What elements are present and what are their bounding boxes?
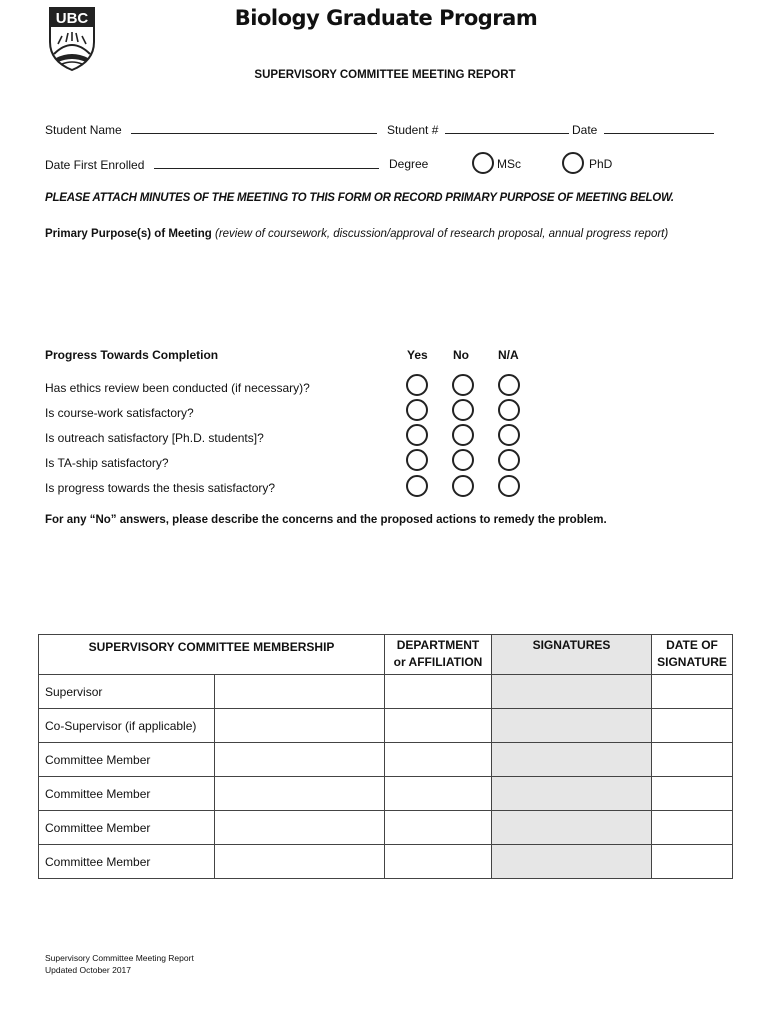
degree-msc-radio[interactable] bbox=[472, 152, 494, 174]
header-department: DEPARTMENT or AFFILIATION bbox=[385, 635, 492, 675]
progress-heading: Progress Towards Completion bbox=[45, 348, 219, 362]
footer-line-1: Supervisory Committee Meeting Report bbox=[45, 953, 194, 963]
member-name-cell[interactable] bbox=[215, 709, 385, 743]
concerns-area[interactable] bbox=[45, 535, 725, 625]
date-first-enrolled-field[interactable] bbox=[45, 157, 379, 172]
question-coursework: Is course-work satisfactory? bbox=[45, 406, 194, 420]
date-field[interactable] bbox=[572, 122, 714, 137]
col-yes: Yes bbox=[407, 348, 428, 362]
header-signatures: SIGNATURES bbox=[492, 635, 652, 675]
concerns-note: For any “No” answers, please describe the concerns and the proposed actions to remedy the problem. bbox=[45, 514, 607, 526]
question-outreach: Is outreach satisfactory [Ph.D. students]? bbox=[45, 431, 264, 445]
date-cell[interactable] bbox=[652, 777, 733, 811]
date-label: Date bbox=[572, 123, 598, 137]
table-row bbox=[39, 777, 733, 811]
student-number-label: Student # bbox=[387, 123, 439, 137]
ethics-no-radio[interactable] bbox=[452, 374, 474, 396]
outreach-na-radio[interactable] bbox=[498, 424, 520, 446]
program-title: Biology Graduate Program bbox=[234, 6, 538, 30]
date-cell[interactable] bbox=[652, 743, 733, 777]
date-cell[interactable] bbox=[652, 811, 733, 845]
member-name-cell[interactable] bbox=[215, 845, 385, 879]
report-title: SUPERVISORY COMMITTEE MEETING REPORT bbox=[254, 69, 516, 81]
ta-ship-yes-radio[interactable] bbox=[406, 449, 428, 471]
member-name-cell[interactable] bbox=[215, 811, 385, 845]
date-line[interactable] bbox=[604, 122, 714, 134]
primary-purpose-line bbox=[45, 228, 668, 240]
thesis-na-radio[interactable] bbox=[498, 475, 520, 497]
date-cell[interactable] bbox=[652, 675, 733, 709]
table-row bbox=[39, 709, 733, 743]
signature-cell[interactable] bbox=[492, 709, 652, 743]
role-cell: Committee Member bbox=[39, 845, 215, 879]
degree-msc-label: MSc bbox=[497, 157, 521, 171]
header-membership: SUPERVISORY COMMITTEE MEMBERSHIP bbox=[39, 635, 385, 675]
table-row bbox=[39, 743, 733, 777]
question-ta-ship: Is TA-ship satisfactory? bbox=[45, 456, 169, 470]
coursework-yes-radio[interactable] bbox=[406, 399, 428, 421]
thesis-no-radio[interactable] bbox=[452, 475, 474, 497]
outreach-yes-radio[interactable] bbox=[406, 424, 428, 446]
signature-cell[interactable] bbox=[492, 811, 652, 845]
signature-cell[interactable] bbox=[492, 845, 652, 879]
date-first-enrolled-line[interactable] bbox=[154, 157, 379, 169]
department-cell[interactable] bbox=[385, 743, 492, 777]
ta-ship-na-radio[interactable] bbox=[498, 449, 520, 471]
department-cell[interactable] bbox=[385, 777, 492, 811]
student-number-line[interactable] bbox=[445, 122, 569, 134]
student-name-line[interactable] bbox=[131, 122, 377, 134]
degree-label: Degree bbox=[389, 157, 429, 171]
footer bbox=[45, 952, 194, 976]
signature-cell[interactable] bbox=[492, 743, 652, 777]
table-row bbox=[39, 675, 733, 709]
outreach-no-radio[interactable] bbox=[452, 424, 474, 446]
department-cell[interactable] bbox=[385, 845, 492, 879]
primary-purpose-area[interactable] bbox=[45, 250, 725, 330]
footer-line-2: Updated October 2017 bbox=[45, 965, 132, 975]
date-cell[interactable] bbox=[652, 709, 733, 743]
role-cell: Committee Member bbox=[39, 777, 215, 811]
department-cell[interactable] bbox=[385, 811, 492, 845]
header-date: DATE OF SIGNATURE bbox=[652, 635, 733, 675]
col-na: N/A bbox=[498, 348, 519, 362]
coursework-no-radio[interactable] bbox=[452, 399, 474, 421]
logo-text: UBC bbox=[55, 10, 89, 27]
primary-purpose-label: Primary Purpose(s) of Meeting bbox=[45, 228, 212, 240]
ethics-yes-radio[interactable] bbox=[406, 374, 428, 396]
department-cell[interactable] bbox=[385, 675, 492, 709]
date-first-enrolled-label: Date First Enrolled bbox=[45, 158, 145, 172]
table-row bbox=[39, 845, 733, 879]
ta-ship-no-radio[interactable] bbox=[452, 449, 474, 471]
degree-phd-radio[interactable] bbox=[562, 152, 584, 174]
role-cell: Supervisor bbox=[39, 675, 215, 709]
committee-header-row bbox=[39, 635, 733, 675]
question-ethics: Has ethics review been conducted (if necessary)? bbox=[45, 381, 310, 395]
primary-purpose-hint: (review of coursework, discussion/approval of research proposal, annual progress report) bbox=[215, 228, 669, 240]
attach-minutes-instruction: PLEASE ATTACH MINUTES OF THE MEETING TO THIS FORM OR RECORD PRIMARY PURPOSE OF MEETING BELOW. bbox=[45, 192, 674, 204]
coursework-na-radio[interactable] bbox=[498, 399, 520, 421]
col-no: No bbox=[453, 348, 469, 362]
student-name-field[interactable] bbox=[45, 122, 377, 137]
member-name-cell[interactable] bbox=[215, 675, 385, 709]
signature-cell[interactable] bbox=[492, 675, 652, 709]
student-number-field[interactable] bbox=[387, 122, 569, 137]
student-name-label: Student Name bbox=[45, 123, 122, 137]
member-name-cell[interactable] bbox=[215, 777, 385, 811]
ethics-na-radio[interactable] bbox=[498, 374, 520, 396]
role-cell: Co-Supervisor (if applicable) bbox=[39, 709, 215, 743]
member-name-cell[interactable] bbox=[215, 743, 385, 777]
role-cell: Committee Member bbox=[39, 811, 215, 845]
question-thesis-progress: Is progress towards the thesis satisfactory? bbox=[45, 481, 276, 495]
committee-table bbox=[38, 634, 733, 879]
role-cell: Committee Member bbox=[39, 743, 215, 777]
department-cell[interactable] bbox=[385, 709, 492, 743]
date-cell[interactable] bbox=[652, 845, 733, 879]
signature-cell[interactable] bbox=[492, 777, 652, 811]
table-row bbox=[39, 811, 733, 845]
thesis-yes-radio[interactable] bbox=[406, 475, 428, 497]
degree-phd-label: PhD bbox=[589, 157, 613, 171]
